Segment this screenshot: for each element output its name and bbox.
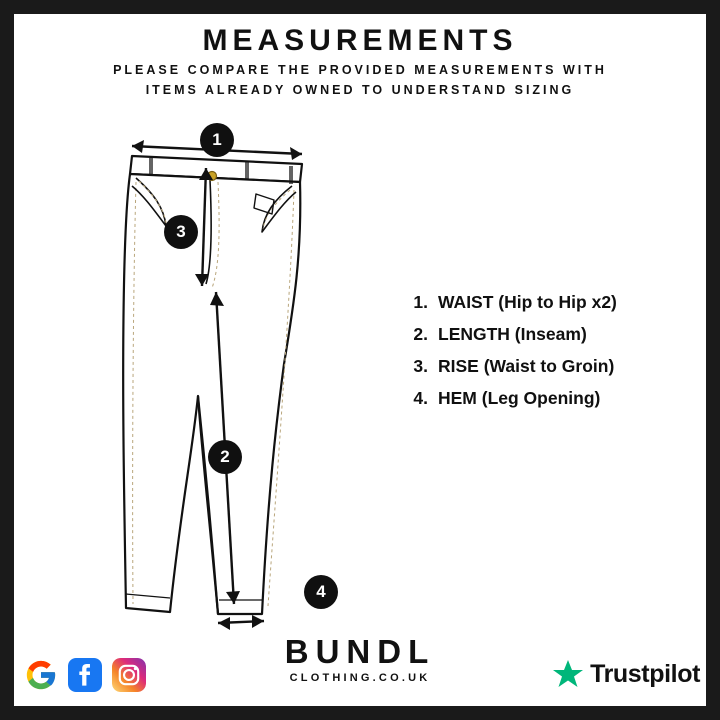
jeans-illustration bbox=[106, 134, 376, 634]
facebook-icon[interactable] bbox=[68, 658, 102, 692]
instagram-icon[interactable] bbox=[112, 658, 146, 692]
social-links bbox=[24, 658, 146, 692]
legend-number: 4. bbox=[413, 388, 428, 408]
legend-item bbox=[402, 388, 702, 409]
legend-label: LENGTH (Inseam) bbox=[438, 324, 587, 344]
brand-name: BUNDL bbox=[284, 633, 436, 670]
trustpilot-star-icon bbox=[552, 658, 584, 690]
jeans-diagram bbox=[106, 134, 376, 634]
legend-item bbox=[402, 292, 702, 313]
brand-domain: CLOTHING.CO.UK bbox=[289, 672, 431, 684]
measurement-badge-3: 3 bbox=[164, 215, 198, 249]
trustpilot-badge[interactable] bbox=[552, 658, 700, 690]
legend-item bbox=[402, 324, 702, 345]
page-title: MEASUREMENTS bbox=[202, 24, 518, 57]
subtitle-line-1: PLEASE COMPARE THE PROVIDED MEASUREMENTS WITH bbox=[113, 63, 607, 77]
google-icon[interactable] bbox=[24, 658, 58, 692]
infographic-inner bbox=[14, 14, 706, 706]
trustpilot-label: Trustpilot bbox=[590, 659, 700, 688]
measurement-badge-1: 1 bbox=[200, 123, 234, 157]
legend-label: WAIST (Hip to Hip x2) bbox=[438, 292, 617, 312]
legend-number: 3. bbox=[413, 356, 428, 376]
legend-label: HEM (Leg Opening) bbox=[438, 388, 601, 408]
legend-number: 1. bbox=[413, 292, 428, 312]
measurement-badge-4: 4 bbox=[304, 575, 338, 609]
page-subtitle bbox=[14, 60, 706, 100]
measurement-badge-2: 2 bbox=[208, 440, 242, 474]
legend-label: RISE (Waist to Groin) bbox=[438, 356, 615, 376]
legend-item bbox=[402, 356, 702, 377]
legend-number: 2. bbox=[413, 324, 428, 344]
subtitle-line-2: ITEMS ALREADY OWNED TO UNDERSTAND SIZING bbox=[145, 83, 575, 97]
measurement-legend bbox=[402, 292, 702, 420]
